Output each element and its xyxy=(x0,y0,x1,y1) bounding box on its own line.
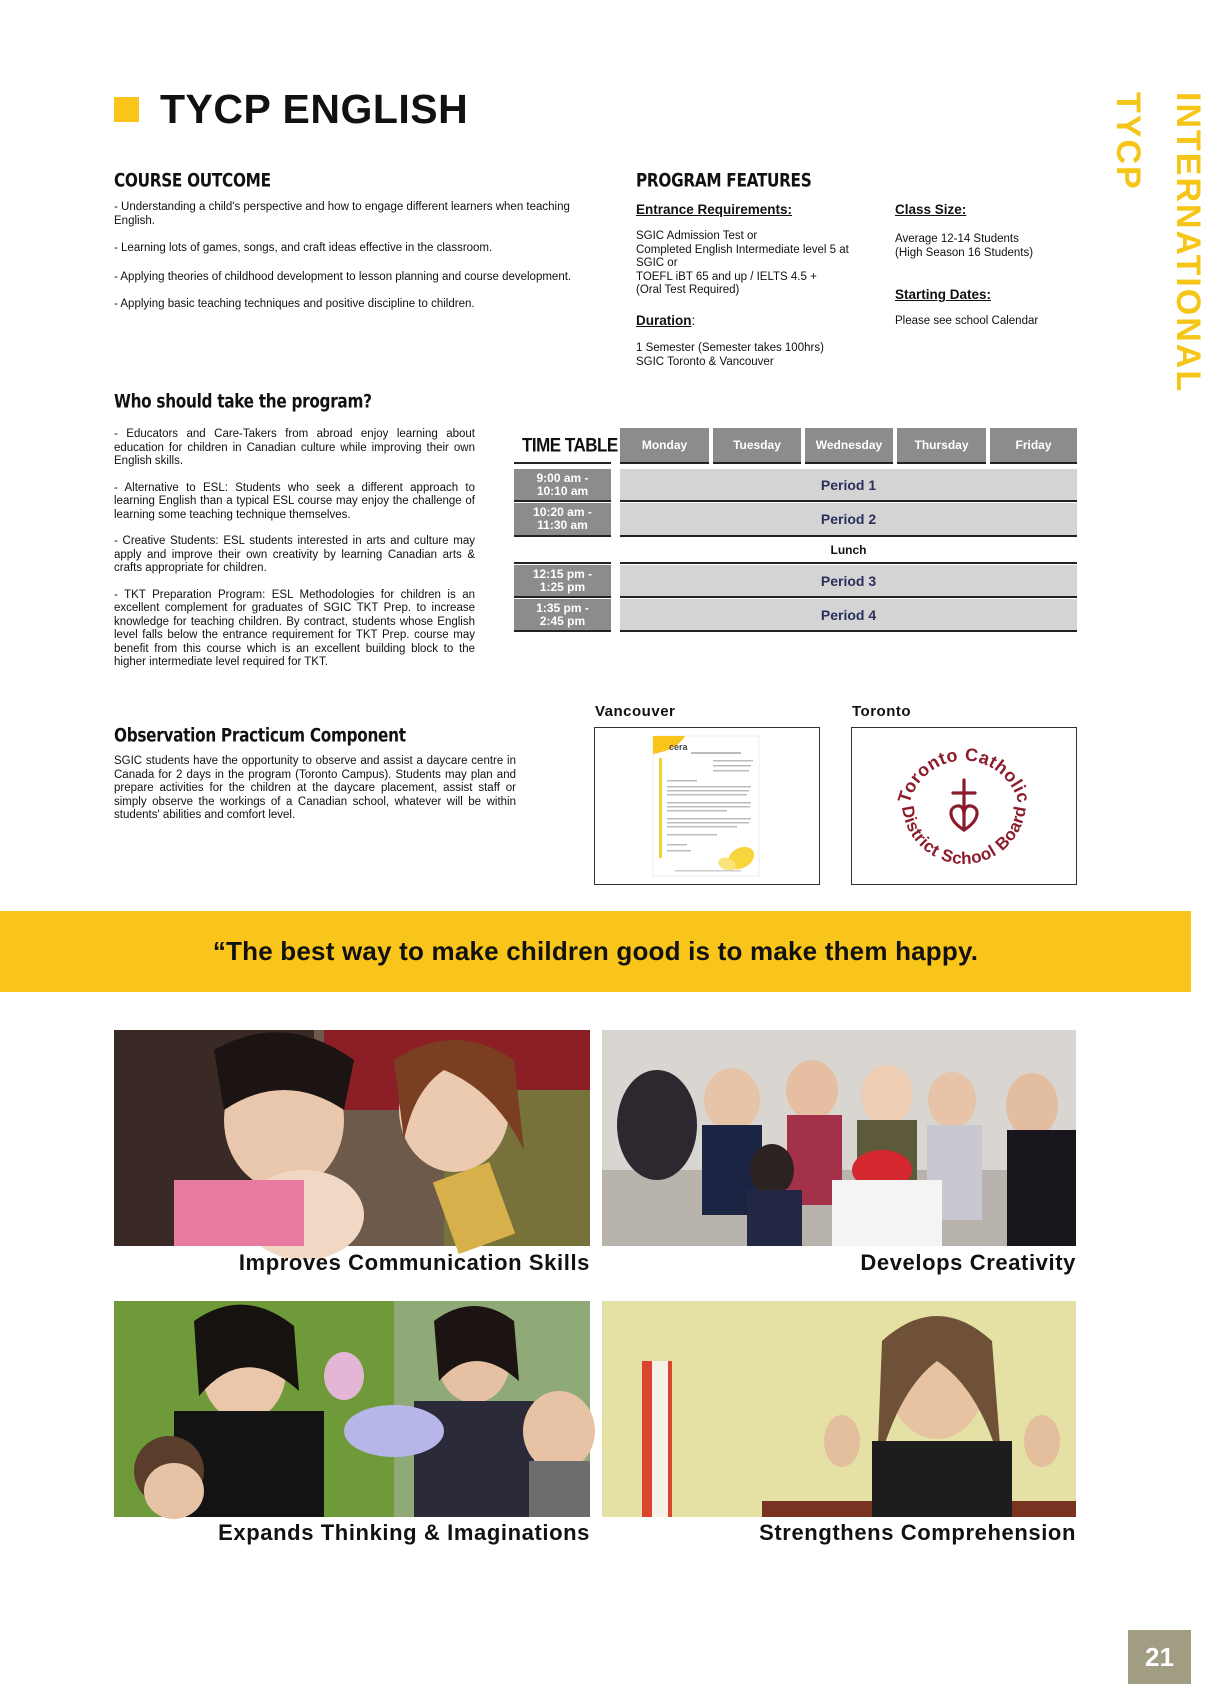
time-end: 11:30 am xyxy=(537,518,588,532)
side-label xyxy=(1098,92,1207,482)
side-label-text: INTERNATIONAL TYCP xyxy=(1109,92,1207,393)
photo-communication xyxy=(114,1030,590,1246)
timetable-label: TIME TABLE xyxy=(522,434,618,456)
duration-label-row xyxy=(636,313,695,328)
toronto-catholic-logo xyxy=(852,728,1075,883)
day-wednesday: Wednesday xyxy=(805,428,893,464)
day-monday: Monday xyxy=(620,428,709,464)
toronto-label: Toronto xyxy=(852,703,912,720)
photo-comprehension-image xyxy=(602,1301,1076,1517)
caption-communication: Improves Communication Skills xyxy=(238,1250,590,1275)
entrance-line: (Oral Test Required) xyxy=(636,284,740,296)
who-should-paragraph: - Alternative to ESL: Students who seek a different approach to learning English than a typical ESL course may enjoy the challenge of learning some teaching technique themselves. xyxy=(114,481,475,521)
photo-creativity xyxy=(602,1030,1076,1246)
duration-label: Duration xyxy=(636,313,692,328)
time-slot-1 xyxy=(514,469,611,502)
duration-text xyxy=(636,342,866,369)
letter-document-icon xyxy=(595,728,818,883)
photo-creativity-image xyxy=(602,1030,1076,1246)
logo-top-text: Toronto Catholic xyxy=(893,744,1035,806)
who-should-paragraph: - TKT Preparation Program: ESL Methodologies for children is an excellent complement for graduates of SGIC TKT Prep. to increase knowledge for teaching children. By contract, students whose English level falls below the entrance requirement for TKT Prep. course may benefit from this course which is an excellent building block to the higher intermediate level required for TKT. xyxy=(114,588,475,668)
time-start: 10:20 am - xyxy=(533,505,592,519)
entrance-requirements-text xyxy=(636,230,866,298)
title-square-icon xyxy=(114,97,139,122)
vancouver-letter-image xyxy=(594,727,820,885)
who-should-paragraph: - Educators and Care-Takers from abroad enjoy learning about education for children in Canadian culture while improving their own English skills. xyxy=(114,428,475,467)
class-size-label: Class Size: xyxy=(895,202,967,217)
entrance-line: SGIC Admission Test or xyxy=(636,230,758,242)
toronto-logo-box xyxy=(851,727,1077,885)
page-number: 21 xyxy=(1128,1630,1191,1684)
caption-creativity: Develops Creativity xyxy=(860,1250,1076,1275)
lunch-time-cell xyxy=(514,538,611,564)
time-end: 2:45 pm xyxy=(539,614,586,628)
page-title: TYCP ENGLISH xyxy=(160,86,469,132)
lunch-row: Lunch xyxy=(620,538,1077,564)
day-thursday: Thursday xyxy=(897,428,986,464)
period-4: Period 4 xyxy=(620,599,1077,632)
observation-heading: Observation Practicum Component xyxy=(114,725,406,747)
time-start: 9:00 am - xyxy=(536,471,589,485)
time-start: 12:15 pm - xyxy=(532,567,593,581)
duration-line: SGIC Toronto & Vancouver xyxy=(636,355,774,368)
day-friday: Friday xyxy=(990,428,1077,464)
entrance-line: TOEFL iBT 65 and up / IELTS 4.5 + xyxy=(636,270,817,283)
time-slot-3 xyxy=(514,565,611,598)
entrance-line: Completed English Intermediate level 5 at SGIC or xyxy=(636,243,849,269)
starting-dates-label: Starting Dates: xyxy=(895,287,992,302)
vancouver-label: Vancouver xyxy=(595,703,676,720)
outcome-item: - Understanding a child's perspective and how to engage different learners when teaching English. xyxy=(114,201,570,227)
class-size-line: (High Season 16 Students) xyxy=(895,246,1034,259)
period-3: Period 3 xyxy=(620,565,1077,598)
outcome-item: - Applying theories of childhood development to lesson planning and course development. xyxy=(114,270,572,283)
logo-bottom-text: District School Board xyxy=(897,804,1030,869)
time-slot-4 xyxy=(514,599,611,632)
program-features-heading: PROGRAM FEATURES xyxy=(636,170,812,192)
class-size-text xyxy=(895,233,1095,260)
duration-line: 1 Semester (Semester takes 100hrs) xyxy=(636,342,824,354)
period-1: Period 1 xyxy=(620,469,1077,502)
who-should-text xyxy=(114,428,475,670)
duration-colon: : xyxy=(691,313,696,328)
time-slot-2 xyxy=(514,503,611,537)
time-end: 10:10 am xyxy=(536,484,589,498)
observation-text: SGIC students have the opportunity to observe and assist a daycare centre in Canada for 2 days in the program (Toronto Campus). Students may plan and prepare activities for the children at the daycare placement, assist staff or simply observe the workings of a Canadian school, whatever will be within students' abilities and comfort level. xyxy=(114,755,516,821)
course-outcome-list xyxy=(114,201,594,326)
outcome-item: - Learning lots of games, songs, and craft ideas effective in the classroom. xyxy=(114,242,493,254)
period-2: Period 2 xyxy=(620,503,1077,537)
photo-thinking-image xyxy=(114,1301,590,1517)
day-tuesday: Tuesday xyxy=(713,428,801,464)
photo-communication-image xyxy=(114,1030,590,1246)
entrance-requirements-label: Entrance Requirements: xyxy=(636,202,793,217)
photo-comprehension xyxy=(602,1301,1076,1517)
outcome-item: - Applying basic teaching techniques and positive discipline to children. xyxy=(114,298,475,310)
photo-thinking xyxy=(114,1301,590,1517)
caption-comprehension: Strengthens Comprehension xyxy=(759,1520,1076,1545)
who-should-heading: Who should take the program? xyxy=(114,391,372,413)
time-start: 1:35 pm - xyxy=(536,601,589,615)
time-end: 1:25 pm xyxy=(539,580,586,594)
caption-thinking: Expands Thinking & Imaginations xyxy=(218,1520,590,1545)
course-outcome-heading: COURSE OUTCOME xyxy=(114,170,271,192)
cross-heart-icon xyxy=(951,780,977,830)
svg-text:cera: cera xyxy=(669,742,688,752)
starting-dates-text: Please see school Calendar xyxy=(895,315,1039,327)
class-size-line: Average 12-14 Students xyxy=(895,233,1019,245)
who-should-paragraph: - Creative Students: ESL students interested in arts and culture may apply and improve their own creativity by learning Canadian arts & crafts appropriate for children. xyxy=(114,535,475,574)
quote-text: “The best way to make children good is to make them happy. xyxy=(212,936,979,966)
